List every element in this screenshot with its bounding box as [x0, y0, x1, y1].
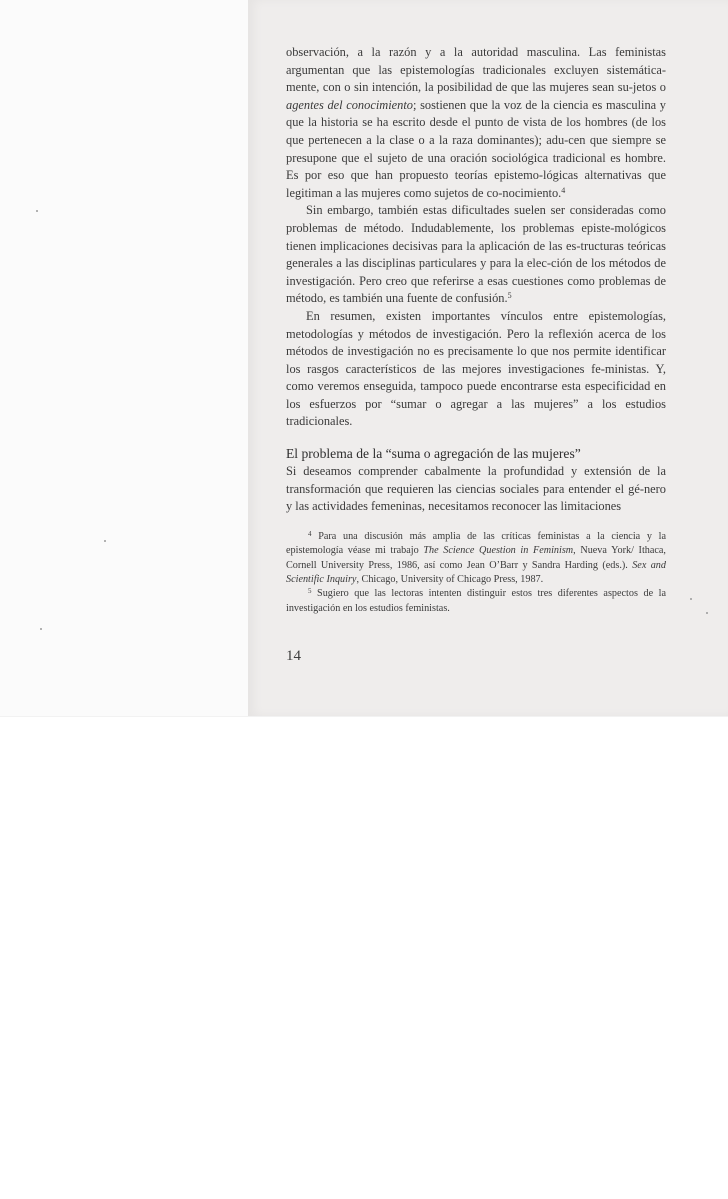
- footnote-4: [286, 530, 666, 588]
- paragraph-4-text: Si deseamos comprender cabalmente la profundidad y extensión de la transformación que requieren las ciencias sociales para entender el gé-nero y las actividades femeninas, necesitamos reconocer las limitaciones: [286, 464, 666, 514]
- paragraph-2-text: Sin embargo, también estas dificultades suelen ser consideradas como problemas de método. Indudablemente, los problemas episte-mológicos tienen implicaciones decisivas para la aplicación de las es-tructuras teóricas generales a las disciplinas particulares y para la elec-ción de los métodos de investigación. Pero creo que referirse a esas cuestiones como problemas de método, es también una fuente de confusión.: [286, 203, 666, 306]
- paragraph-2: [286, 202, 666, 308]
- page-body: [286, 44, 666, 616]
- scan-speck: [40, 628, 42, 630]
- footnote-ref-5: 5: [507, 291, 512, 301]
- footnote-4-mark: 4: [308, 529, 312, 538]
- footnote-4-title-2: Sex and Scientific Inquiry: [286, 559, 666, 586]
- footnote-4-text-a: Para una discusión más amplia de las críticas feministas a la ciencia y la epistemología véase mi trabajo: [286, 530, 667, 557]
- footnote-ref-4: 4: [561, 185, 566, 195]
- scan-speck: [104, 540, 106, 542]
- scan-speck: [36, 210, 38, 212]
- page-bottom-edge: [0, 716, 728, 717]
- paragraph-1: [286, 44, 666, 202]
- paragraph-1-emphasis: agentes del conocimiento: [286, 97, 413, 112]
- footnote-4-title-1: The Science Question in Feminism: [423, 545, 574, 557]
- scan-speck: [706, 612, 708, 614]
- footnotes: [286, 530, 666, 616]
- paragraph-1-text-b: ; sostienen que la voz de la ciencia es masculina y que la historia se ha escrito desde el punto de vista de los hombres (de los que pertenecen a la clase o a la raza dominantes); adu-cen que siempre se presupone que el sujeto de una oración sociológica tradicional es hombre. Es por eso que han propuesto teorías epistemo-lógicas alternativas que legitiman a las mujeres como sujetos de co-nocimiento.: [286, 97, 666, 200]
- page-number: 14: [286, 648, 301, 664]
- section-heading: El problema de la “suma o agregación de las mujeres”: [286, 446, 581, 462]
- footnote-4-text-c: , Chicago, University of Chicago Press, 1987.: [356, 574, 544, 586]
- paragraph-4: [286, 463, 666, 516]
- scan-left-margin: [0, 0, 248, 716]
- footnote-5-mark: 5: [308, 587, 312, 596]
- paragraph-3-text: En resumen, existen importantes vínculos entre epistemologías, metodologías y métodos de investigación. Pero la reflexión acerca de los métodos de investigación no es precisamente lo que nos permite identificar los rasgos característicos de las mejores investigaciones fe-ministas. Y, como veremos enseguida, tampoco puede encontrarse esta especificidad en los esfuerzos por “sumar o agregar a las mujeres” a los estudios tradicionales.: [286, 308, 666, 429]
- footnote-5: [286, 587, 666, 616]
- footnote-5-text: Sugiero que las lectoras intenten distinguir estos tres diferentes aspectos de la investigación en los estudios feministas.: [286, 588, 666, 614]
- footnote-4-text-b: , Nueva York/ Ithaca, Cornell University Press, 1986, así como Jean O’Barr y Sandra Harding (eds.).: [286, 545, 666, 571]
- paragraph-3: [286, 308, 666, 431]
- paragraph-1-text-a: observación, a la razón y a la autoridad masculina. Las feministas argumentan que las epistemologías tradicionales excluyen sistemática-mente, con o sin intención, la posibilidad de que las mujeres sean su-jetos o: [286, 45, 666, 95]
- scan-speck: [690, 598, 692, 600]
